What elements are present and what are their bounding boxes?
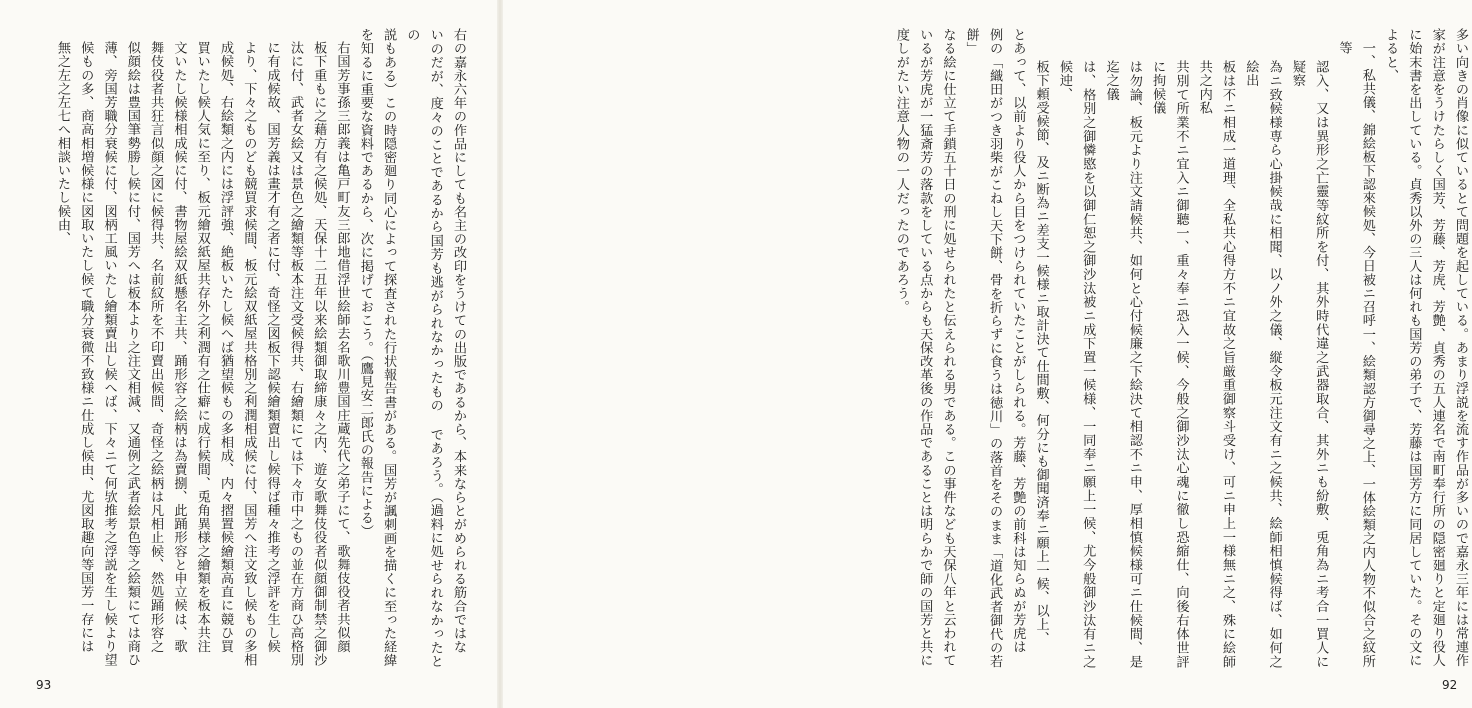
- text-column: 多い向きの肖像に似ているとて問題を起している。あまり浮説を流す作品が多いので嘉永三年には常連作: [1453, 28, 1468, 668]
- text-column: いのだが、度々のことであるから国芳も逃がられなかったもの であろう。（過料に処せられなかったとの: [404, 28, 443, 668]
- text-column: 薄、旁国芳職分衰候に付、図柄工風いたし繪類賣出し候へば、下々ニて何欤推考之浮説を生し候より望: [101, 41, 117, 667]
- page-number-left: 93: [36, 678, 52, 692]
- text-column: 板は不ニ相成一道理、全私共心得方不ニ宜故之旨厳重御察斗受け、可ニ申上一様無ニ之、殊に絵師共之内私: [1196, 59, 1236, 668]
- text-column: 認入、又は異形之亡靈等紋所を付、其外時代違之武器取合、其外ニも紛敷、兎角為ニ考合一買人に疑察: [1289, 59, 1329, 668]
- text-column: は、格別之御憐愍を以御仁恕之御沙汰被ニ成下置一候様、一同奉ニ願上一候、尤今般御沙汰有ニ之候迚、: [1056, 59, 1096, 668]
- text-column: 成候処、右絵類之内には浮評強、絶板いたし候へば猶望候もの多相成、内々摺置候繪類高直に競ひ買: [218, 41, 234, 654]
- left-page-body: [38, 28, 470, 668]
- right-page: [500, 0, 1468, 708]
- text-column: より、下々之ものども競買求候間、板元絵双紙屋共格別之利潤相成候に付、国芳へ注文致し候もの多相: [241, 41, 257, 667]
- text-column: 板下頼受候節、及ニ断為ニ差支一候様ニ取計決て仕間敷、何分にも御聞済奉ニ願上一候、以上、: [1033, 59, 1049, 645]
- text-column: とあって、以前より役人から目をつけられていたことがしられる。芳藤、芳艶の前科は知らぬが芳虎は: [1010, 28, 1026, 654]
- text-column: 為ニ致候様専ら心掛候哉に相聞、以ノ外之儀、縦令板元注文有ニ之候共、絵師相慎候得ば、如何之絵出: [1243, 59, 1282, 668]
- text-column: 汰に付、武者女絵又は景色之繪類等板本注文受候得共、右繪類にては下々市中之もの並在方商ひ高格別: [287, 41, 303, 667]
- text-column: 舞伎役者共狂言似顔之図に候得共、名前紋所を不印賣出候間、奇怪之絵柄は凡相止候、然処踊形容之: [148, 41, 164, 654]
- text-column: 家が注意をうけたらしく国芳、芳藤、芳虎、芳艶、貞秀の五人連名で南町奉行所の隠密廻りと定廻り役人: [1429, 28, 1445, 668]
- page-number-right: 92: [1442, 678, 1458, 692]
- text-column: 文いたし候様相成候に付、書物屋絵双紙懸名主共、踊形容之絵柄は為賣捌、此踊形容と申立候は、歌: [171, 41, 187, 654]
- text-column: 右の嘉永六年の作品にしても名主の改印をうけての出版であるから、本来ならとがめられる筋合ではな: [451, 28, 466, 654]
- text-column: なる絵に仕立て手鎖五十日の刑に処せられたと伝えられる男である。この事件なども天保八年と云われて: [940, 28, 956, 668]
- text-column: に始末書を出している。貞秀以外の三人は何れも国芳の弟子で、芳藤は国芳方に同居していた。その文に: [1406, 28, 1422, 668]
- text-column: を知るに重要な資料であるから、次に掲げておこう。（鷹見安二郎氏の報告による）: [357, 28, 373, 539]
- left-page: [0, 0, 500, 708]
- text-column: いるが芳虎が一猛斎芳の落款をしている点からも天保改革後の作品であることは明らかで師の国芳と共に: [917, 28, 933, 668]
- text-column: 右国芳事孫三郎義は亀戸町友三郎地借浮世絵師去名歌川豊国庄蔵先代之弟子にて、歌舞伎役者共似顔: [334, 41, 350, 654]
- text-column: 例の「織田がつき羽柴がこねし天下餅、骨を折らずに食うは徳川」の落首をそのまま「道化武者御代の若餅」: [963, 28, 1003, 668]
- text-column: 一、私共儀、錦絵板下認來候処、今日被ニ召呼一、絵類認方御尋之上、一体絵類之内人物不似合之紋所等: [1336, 41, 1375, 668]
- text-column: は勿論、板元より注文請候共、如何と心付候廉之下絵決て相認不ニ申、厚相慎候様可ニ仕候間、是迄之儀: [1103, 59, 1142, 668]
- text-column: に有成候故、国芳義は畫才有之者に付、奇怪之図板下認候繪類賣出し候得ば種々推考之浮評を生し候: [264, 41, 280, 654]
- text-column: 候もの多、商高相増候様に図取いたし候て職分衰微不致様ニ仕成し候由、尤図取趣向等国芳一存には: [78, 41, 94, 654]
- text-column: 度しがたい注意人物の一人だったのであろう。: [893, 28, 909, 314]
- text-column: 説もある）この時隠密廻り同心によって探査された行状報告書がある。国芳が諷刺画を描くに至った経緯: [381, 28, 397, 668]
- text-column: 似顔絵は豊国筆勢勝し候に付、国芳へは板本より之注文相減、又通例之武者絵景色等之絵類にては商ひ: [124, 41, 140, 667]
- text-column: 板下重もに之藉方有之候処、天保十二丑年以来絵類御取締康々之内、遊女歌舞伎役者似顔御制禁之御沙: [311, 41, 327, 667]
- text-column: よると、: [1383, 28, 1399, 83]
- text-column: 無之左之左七へ相談いたし候由、: [54, 41, 70, 246]
- right-page-body: [893, 28, 1472, 668]
- text-column: 買いたし候人気に至り、板元繪双紙屋共存外之利潤有之仕癖に成行候間、兎角異様之繪類を板本共注: [194, 41, 210, 654]
- text-column: 共別て所業不ニ宜入ニ御聽一、重々奉ニ恐入一候、今般之御沙汰心魂に徹し恐縮仕、向後右体世評に拘候儀: [1150, 59, 1189, 668]
